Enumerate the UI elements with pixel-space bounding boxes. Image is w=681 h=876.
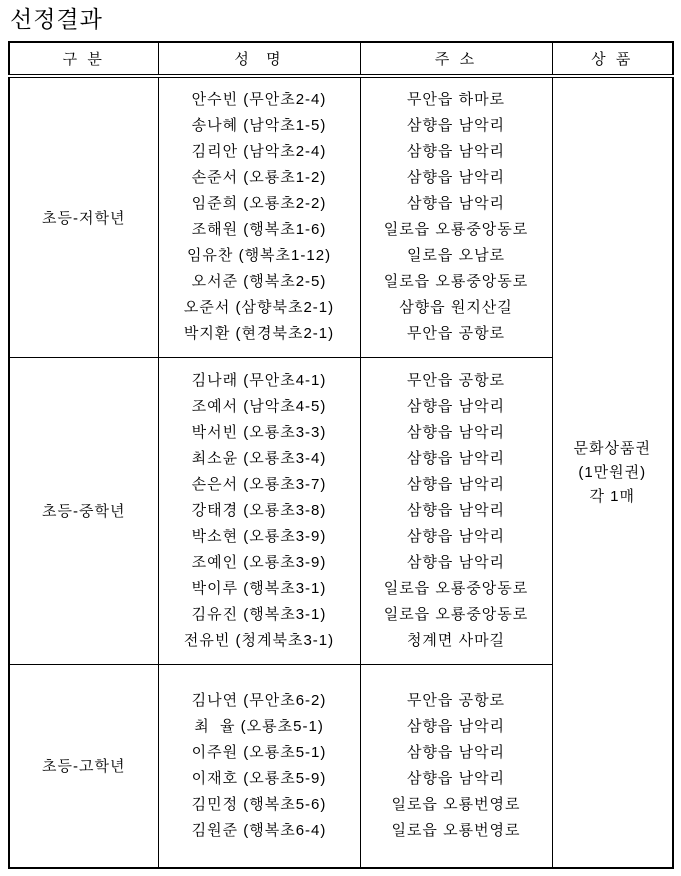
entry-name: 이재호 (오룡초5-9): [191, 769, 327, 787]
entry-address: 무안읍 공항로: [406, 371, 506, 389]
entry-address: 무안읍 하마로: [406, 91, 506, 109]
entry-name: 최 율 (오룡초5-1): [194, 717, 324, 735]
entry-name: 박지환 (현경북초2-1): [183, 325, 335, 343]
entry-address: 삼향읍 남악리: [406, 449, 506, 467]
entry-name: 김나래 (무안초4-1): [191, 371, 327, 389]
entry-name: 강태경 (오룡초3-8): [191, 501, 327, 519]
entry-address: 무안읍 공항로: [406, 325, 506, 343]
entry-name: 최소윤 (오룡초3-4): [191, 449, 327, 467]
entry-name: 박서빈 (오룡초3-3): [191, 423, 327, 441]
col-header-address: 주 소: [360, 42, 552, 76]
entry-name: 박소현 (오룡초3-9): [191, 527, 327, 545]
entry-name: 김유진 (행복초3-1): [191, 605, 327, 623]
entry-address: 삼향읍 남악리: [406, 717, 506, 735]
addresses-cell: [360, 357, 552, 664]
entry-name: 안수빈 (무안초2-4): [191, 91, 327, 109]
prize-line: 각 1매: [589, 487, 635, 505]
entry-address: 일로읍 오남로: [406, 247, 506, 265]
group-row: [9, 76, 673, 357]
entry-address: 삼향읍 남악리: [406, 553, 506, 571]
category-cell: 초등-저학년: [9, 76, 158, 357]
entry-address: 삼향읍 남악리: [406, 423, 506, 441]
entry-name: 손준서 (오룡초1-2): [191, 169, 327, 187]
entry-name: 조예서 (남악초4-5): [191, 397, 327, 415]
entry-name: 임준희 (오룡초2-2): [191, 195, 327, 213]
entry-address: 삼향읍 남악리: [406, 501, 506, 519]
entry-name: 김리안 (남악초2-4): [191, 143, 327, 161]
entry-address: 삼향읍 남악리: [406, 397, 506, 415]
results-table: [8, 41, 674, 869]
entry-name: 전유빈 (청계북초3-1): [183, 631, 335, 649]
entry-address: 일로읍 오룡중앙동로: [383, 273, 529, 291]
entry-name: 박이루 (행복초3-1): [191, 579, 327, 597]
entry-address: 무안읍 공항로: [406, 691, 506, 709]
prize-line: (1만원권): [578, 463, 647, 481]
entry-address: 삼향읍 남악리: [406, 475, 506, 493]
entry-address: 삼향읍 남악리: [406, 117, 506, 135]
entry-name: 오서준 (행복초2-5): [191, 273, 327, 291]
entry-name: 조예인 (오룡초3-9): [191, 553, 327, 571]
names-cell: [158, 357, 360, 664]
category-cell: 초등-고학년: [9, 664, 158, 868]
col-header-name: 성 명: [158, 42, 360, 76]
col-header-category: 구 분: [9, 42, 158, 76]
addresses-cell: [360, 76, 552, 357]
entry-address: 삼향읍 원지산길: [399, 299, 513, 317]
entry-name: 오준서 (삼향북초2-1): [183, 299, 335, 317]
entry-address: 일로읍 오룡중앙동로: [383, 221, 529, 239]
header-row: [9, 42, 673, 76]
page-title: 선정결과: [10, 7, 103, 32]
entry-name: 김원준 (행복초6-4): [191, 821, 327, 839]
entry-name: 이주원 (오룡초5-1): [191, 743, 327, 761]
entry-name: 임유찬 (행복초1-12): [186, 247, 332, 265]
entry-name: 김나연 (무안초6-2): [191, 691, 327, 709]
addresses-cell: [360, 664, 552, 868]
entry-name: 손은서 (오룡초3-7): [191, 475, 327, 493]
entry-address: 삼향읍 남악리: [406, 169, 506, 187]
prize-line: 문화상품권: [573, 439, 651, 457]
entry-address: 일로읍 오룡중앙동로: [383, 605, 529, 623]
entry-name: 송나혜 (남악초1-5): [191, 117, 327, 135]
entry-address: 일로읍 오룡중앙동로: [383, 579, 529, 597]
entry-address: 일로읍 오룡번영로: [391, 795, 521, 813]
entry-address: 삼향읍 남악리: [406, 527, 506, 545]
names-cell: [158, 664, 360, 868]
entry-name: 조해원 (행복초1-6): [191, 221, 327, 239]
entry-address: 청계면 사마길: [406, 631, 506, 649]
entry-address: 삼향읍 남악리: [406, 195, 506, 213]
entry-address: 일로읍 오룡번영로: [391, 821, 521, 839]
category-cell: 초등-중학년: [9, 357, 158, 664]
prize-cell: [552, 76, 673, 868]
entry-address: 삼향읍 남악리: [406, 743, 506, 761]
col-header-prize: 상 품: [552, 42, 673, 76]
entry-name: 김민정 (행복초5-6): [191, 795, 327, 813]
entry-address: 삼향읍 남악리: [406, 143, 506, 161]
entry-address: 삼향읍 남악리: [406, 769, 506, 787]
names-cell: [158, 76, 360, 357]
